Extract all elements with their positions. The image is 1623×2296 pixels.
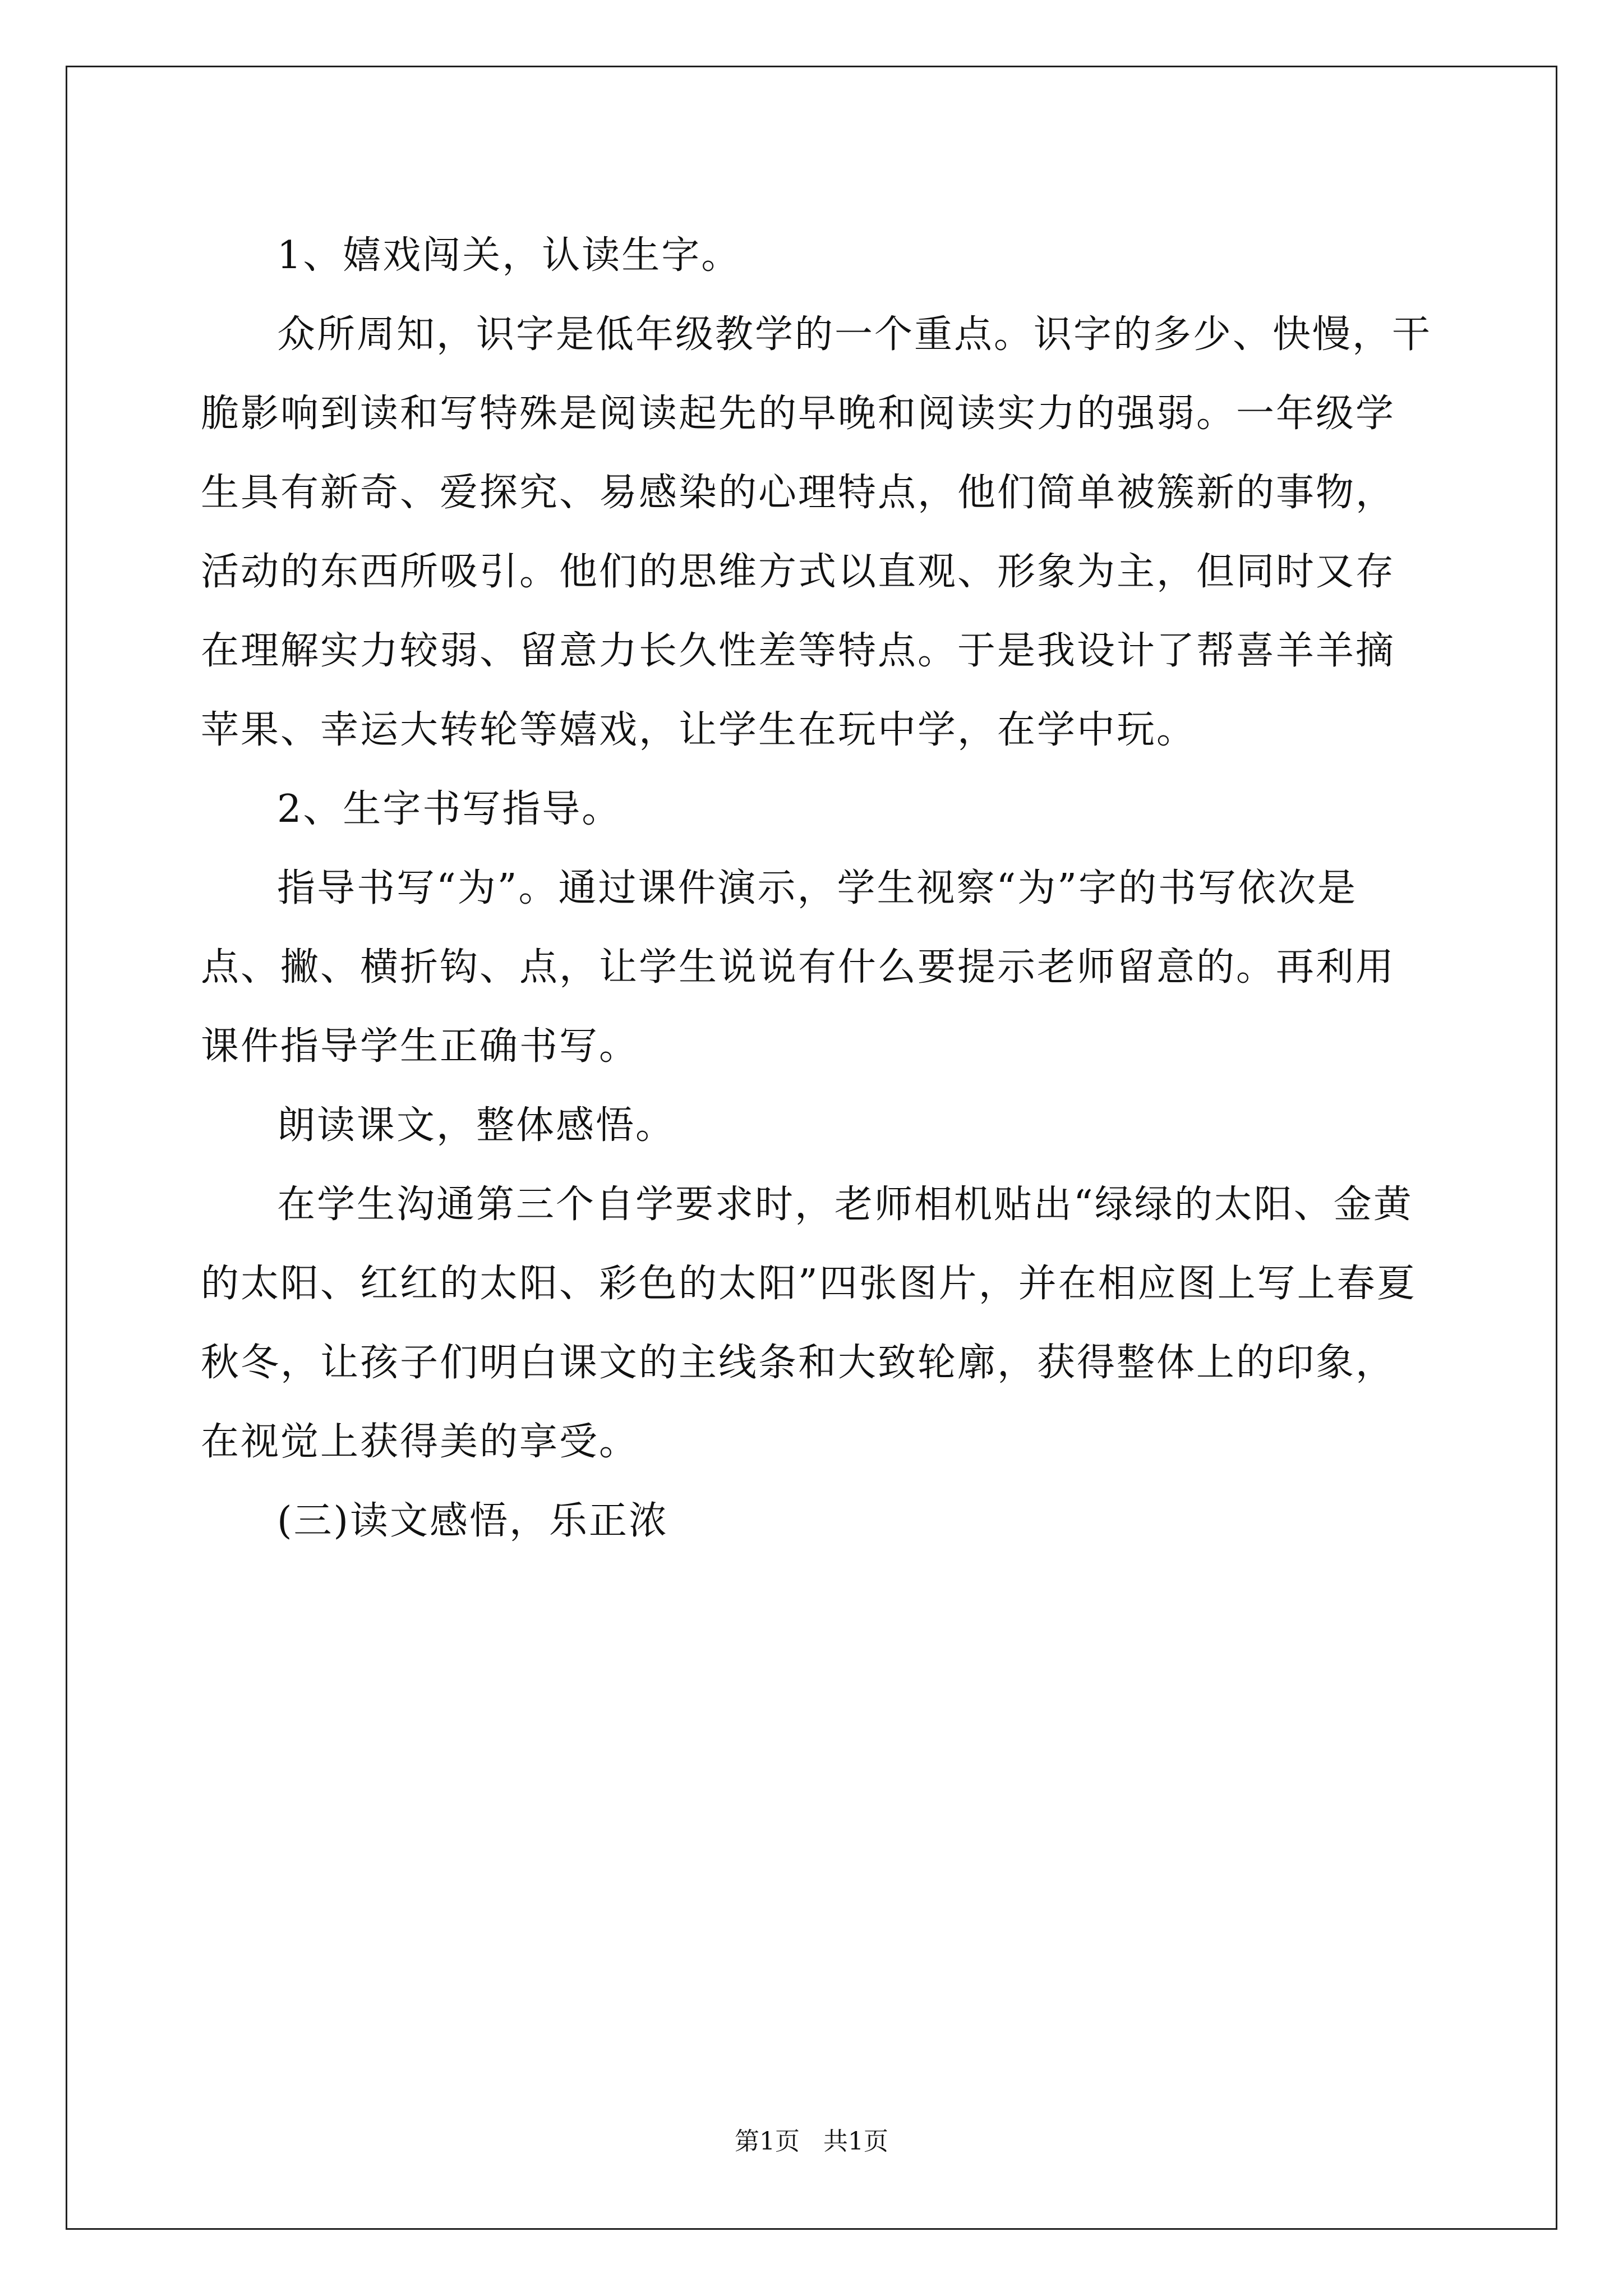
page-footer [0, 2125, 1623, 2159]
paragraph-seasons: 在学生沟通第三个自学要求时，老师相机贴出“绿绿的太阳、金黄的太阳、红红的太阳、彩色的太阳”四张图片，并在相应图上写上春夏秋冬，让孩子们明白课文的主线条和大致轮廓，获得整体上的印象，在视觉上获得美的享受。 [201, 1182, 1417, 1464]
paragraph-reading-heading: 朗读课文，整体感悟。 [277, 1103, 676, 1148]
paragraph-game-heading: 1、嬉戏闯关，认读生字。 [277, 233, 741, 278]
page-number: 第1页 [735, 2127, 800, 2156]
paragraph-writing-heading: 2、生字书写指导。 [277, 787, 622, 831]
paragraph-section-three: (三)读文感悟，乐正浓 [277, 1499, 669, 1543]
paragraph-writing-guide: 指导书写“为”。通过课件演示，学生视察“为”字的书写依次是点、撇、横折钩、点，让学生说说有什么要提示老师留意的。再利用课件指导学生正确书写。 [201, 866, 1396, 1069]
paragraph-literacy: 众所周知，识字是低年级教学的一个重点。识字的多少、快慢，干脆影响到读和写特殊是阅读起先的早晚和阅读实力的强弱。一年级学生具有新奇、爱探究、易感染的心理特点，他们简单被簇新的事物，活动的东西所吸引。他们的思维方式以直观、形象为主，但同时又存在理解实力较弱、留意力长久性差等特点。于是我设计了帮喜羊羊摘苹果、幸运大转轮等嬉戏，让学生在玩中学，在学中玩。 [201, 312, 1432, 752]
document-body [201, 216, 1435, 1561]
page-total: 共1页 [823, 2127, 888, 2156]
